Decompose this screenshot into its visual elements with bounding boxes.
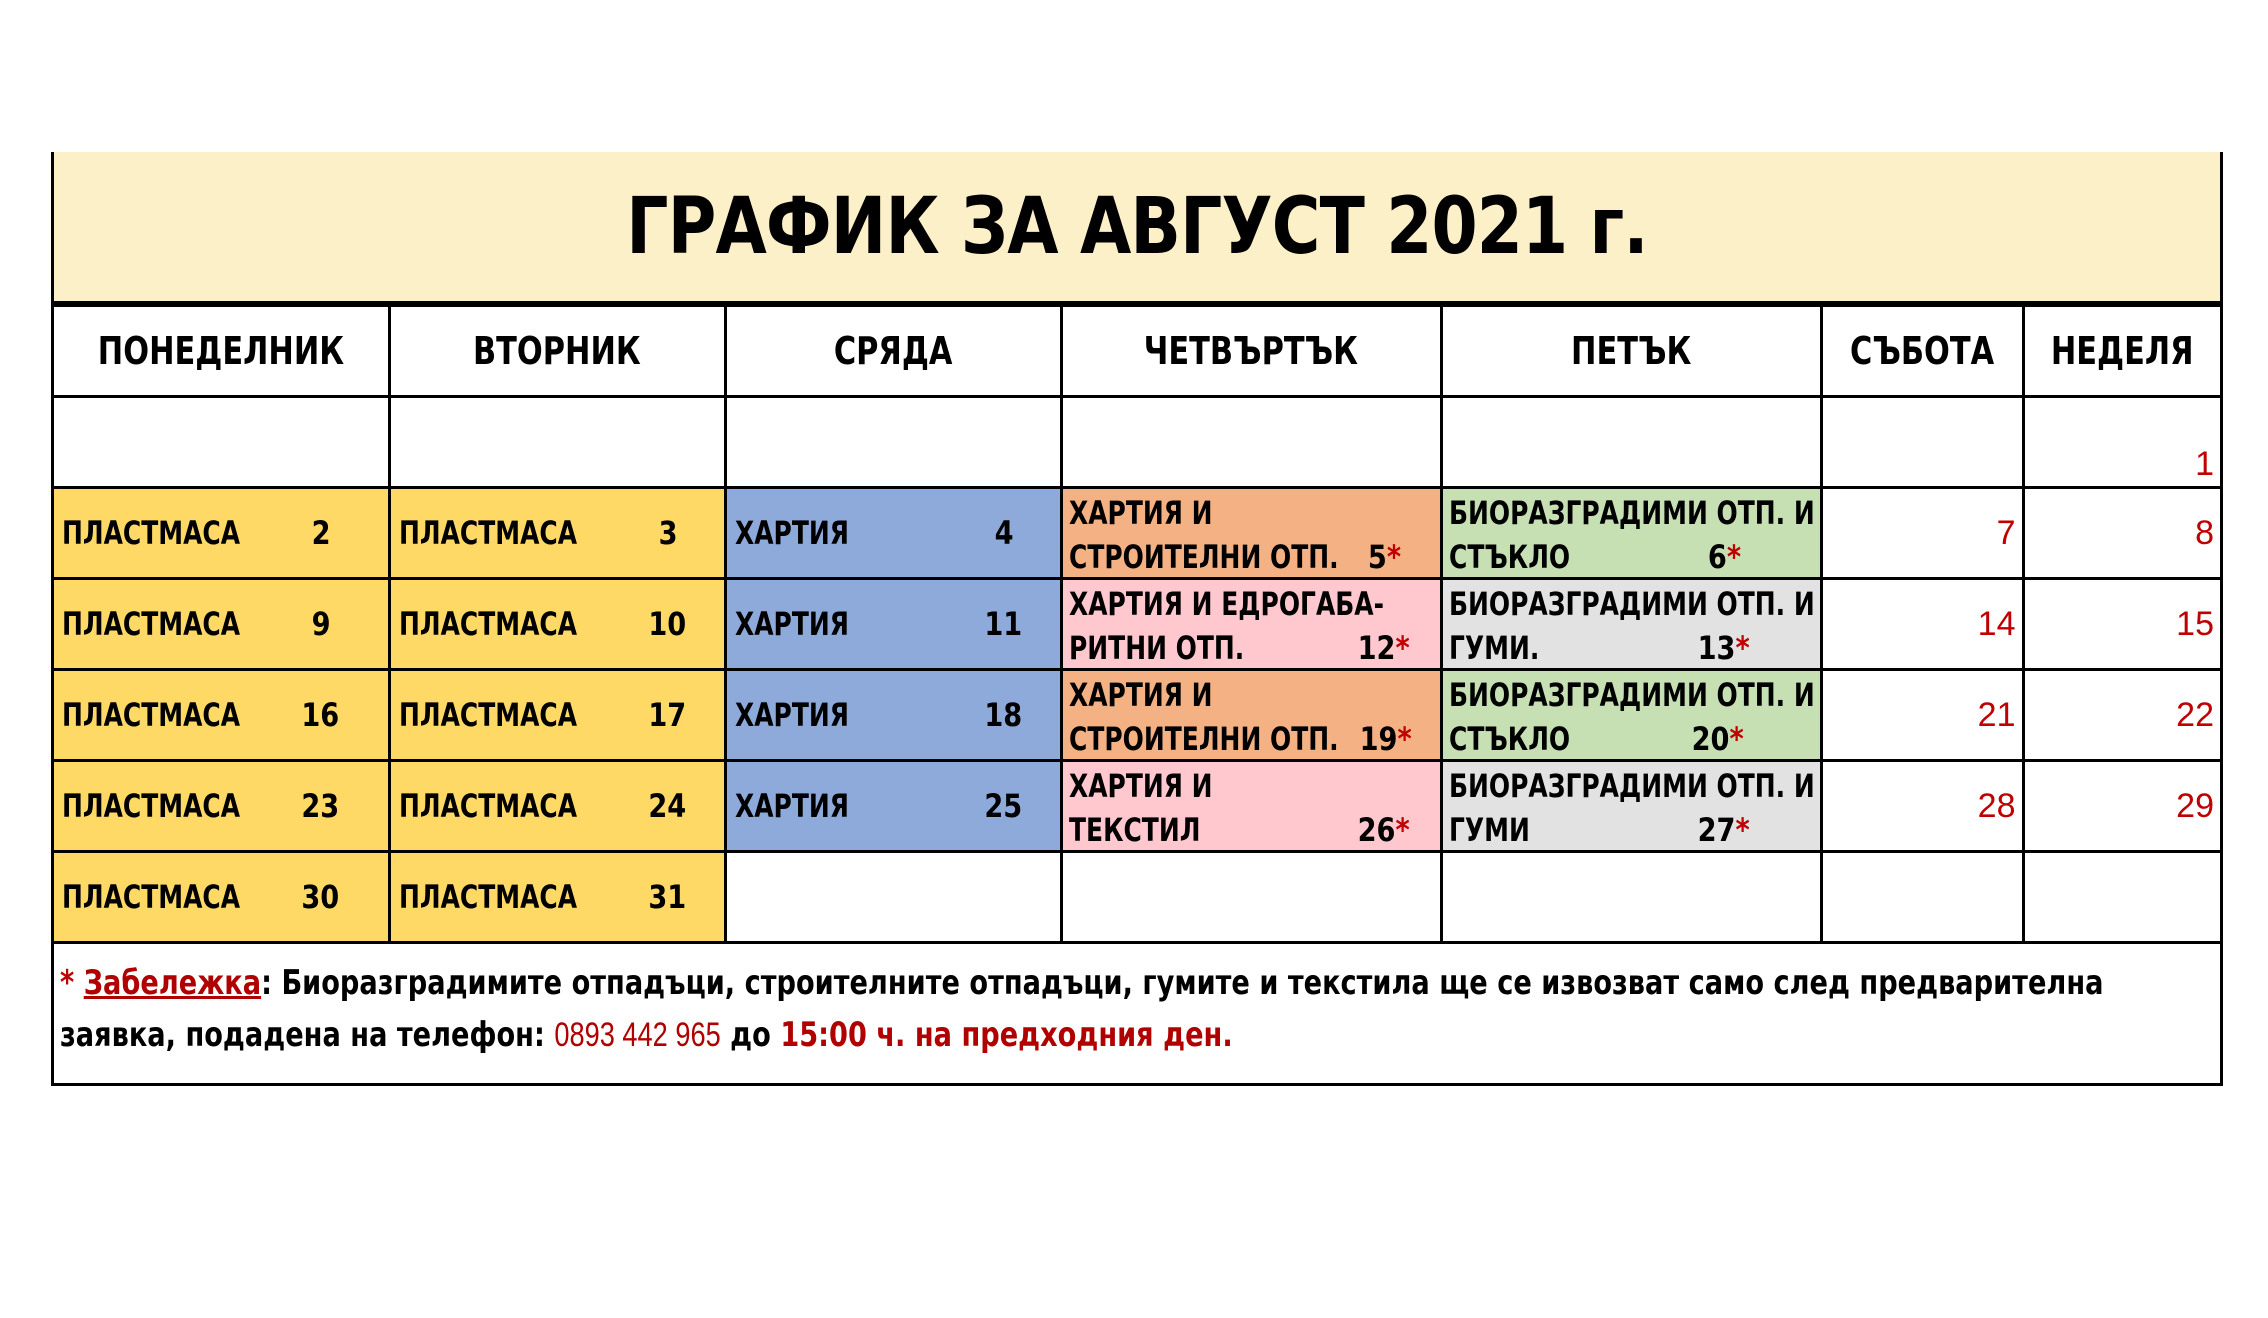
date-number: 13 bbox=[1697, 629, 1735, 667]
date-number: 25 bbox=[983, 787, 1022, 825]
footnote-line1 bbox=[60, 957, 2104, 1009]
day-cell-paper-textile bbox=[1061, 761, 1441, 852]
day-cell-paper-construction bbox=[1061, 488, 1441, 579]
asterisk-mark: * bbox=[1394, 629, 1410, 667]
day-cell-saturday bbox=[1821, 761, 2023, 852]
day-cell-plastic bbox=[389, 579, 725, 670]
date-number: 19 bbox=[1359, 720, 1397, 758]
day-header-monday: ПОНЕДЕЛНИК bbox=[54, 306, 389, 397]
day-header-saturday: СЪБОТА bbox=[1821, 306, 2023, 397]
date-number: 6 bbox=[1707, 538, 1727, 576]
day-header-tuesday: ВТОРНИК bbox=[389, 306, 725, 397]
empty-cell bbox=[1061, 397, 1441, 488]
footnote bbox=[54, 941, 2220, 1083]
day-cell-paper bbox=[725, 670, 1061, 761]
day-cell-plastic bbox=[54, 488, 389, 579]
day-cell-paper-bulky bbox=[1061, 579, 1441, 670]
collection-label: ХАРТИЯ bbox=[734, 696, 849, 734]
date-number: 29 bbox=[2176, 786, 2214, 825]
collection-label: ПЛАСТМАСА bbox=[62, 696, 241, 734]
note-text-1: Биоразградимите отпадъци, строителните отпадъци, гумите и текстила ще се извозват само след предварителна bbox=[281, 963, 2104, 1003]
week-row bbox=[54, 761, 2220, 852]
date-number: 20 bbox=[1691, 720, 1729, 758]
collection-label-line2: СТРОИТЕЛНИ ОТП. bbox=[1068, 538, 1339, 576]
day-cell-sunday bbox=[2023, 488, 2220, 579]
collection-label: ХАРТИЯ bbox=[734, 514, 849, 552]
date-number: 7 bbox=[1996, 513, 2016, 552]
collection-label-line2: СТЪКЛО bbox=[1448, 538, 1570, 576]
day-cell-plastic bbox=[389, 488, 725, 579]
collection-label-line1: ХАРТИЯ И bbox=[1068, 494, 1213, 532]
day-header-row bbox=[54, 306, 2220, 397]
date-number: 23 bbox=[301, 787, 340, 825]
collection-label: ПЛАСТМАСА bbox=[62, 514, 241, 552]
collection-label-line2: ГУМИ. bbox=[1448, 629, 1539, 667]
collection-label-line2: СТЪКЛО bbox=[1448, 720, 1570, 758]
date-number: 26 bbox=[1357, 811, 1395, 849]
empty-cell bbox=[1441, 397, 1821, 488]
collection-label: ХАРТИЯ bbox=[734, 787, 849, 825]
asterisk-mark: * bbox=[1728, 720, 1744, 758]
asterisk-mark: * bbox=[1726, 538, 1741, 576]
date-number: 3 bbox=[658, 514, 678, 552]
collection-label-line1: ХАРТИЯ И bbox=[1068, 676, 1213, 714]
day-cell-bio-tyres bbox=[1441, 579, 1821, 670]
date-number: 4 bbox=[994, 514, 1014, 552]
date-number: 18 bbox=[983, 696, 1022, 734]
date-number: 11 bbox=[983, 605, 1022, 643]
date-number: 5 bbox=[1367, 538, 1387, 576]
day-cell-plastic bbox=[54, 761, 389, 852]
collection-label: ПЛАСТМАСА bbox=[398, 878, 577, 916]
collection-label: ПЛАСТМАСА bbox=[398, 514, 577, 552]
day-cell-sunday bbox=[2023, 579, 2220, 670]
day-cell-sunday bbox=[2023, 670, 2220, 761]
date-number: 12 bbox=[1357, 629, 1395, 667]
empty-cell bbox=[725, 852, 1061, 943]
date-number: 27 bbox=[1697, 811, 1735, 849]
collection-label: ПЛАСТМАСА bbox=[398, 696, 577, 734]
day-cell-plastic bbox=[54, 579, 389, 670]
date-number: 31 bbox=[647, 878, 686, 916]
day-cell-sunday bbox=[2023, 397, 2220, 488]
collection-label-line1: БИОРАЗГРАДИМИ ОТП. И bbox=[1448, 767, 1815, 805]
collection-label: ПЛАСТМАСА bbox=[398, 605, 577, 643]
day-cell-plastic bbox=[389, 852, 725, 943]
empty-cell bbox=[725, 397, 1061, 488]
date-number: 22 bbox=[2176, 695, 2214, 734]
collection-label-line1: БИОРАЗГРАДИМИ ОТП. И bbox=[1448, 494, 1815, 532]
week-row bbox=[54, 488, 2220, 579]
day-cell-sunday bbox=[2023, 761, 2220, 852]
date-number: 15 bbox=[2176, 604, 2214, 643]
date-number: 28 bbox=[1977, 786, 2016, 825]
note-text-2: заявка, подадена на телефон: bbox=[60, 1015, 545, 1055]
empty-cell bbox=[1821, 397, 2023, 488]
note-until: до bbox=[730, 1015, 771, 1055]
day-cell-paper bbox=[725, 488, 1061, 579]
collection-label-line2: ТЕКСТИЛ bbox=[1068, 811, 1200, 849]
title-banner bbox=[54, 152, 2220, 304]
day-cell-paper-construction bbox=[1061, 670, 1441, 761]
day-cell-plastic bbox=[389, 670, 725, 761]
empty-cell bbox=[389, 397, 725, 488]
collection-label: ПЛАСТМАСА bbox=[398, 787, 577, 825]
day-header-thursday: ЧЕТВЪРТЪК bbox=[1061, 306, 1441, 397]
date-number: 8 bbox=[2195, 513, 2214, 552]
day-cell-bio-tyres bbox=[1441, 761, 1821, 852]
collection-label: ПЛАСТМАСА bbox=[62, 605, 241, 643]
note-colon: : bbox=[261, 963, 272, 1003]
day-cell-bio-glass bbox=[1441, 488, 1821, 579]
day-cell-saturday bbox=[1821, 488, 2023, 579]
date-number: 10 bbox=[647, 605, 686, 643]
collection-label-line2: ГУМИ bbox=[1448, 811, 1530, 849]
day-cell-bio-glass bbox=[1441, 670, 1821, 761]
empty-cell bbox=[1821, 852, 2023, 943]
asterisk-mark: * bbox=[1734, 629, 1750, 667]
page-title: ГРАФИК ЗА АВГУСТ 2021 г. bbox=[626, 181, 1648, 272]
day-cell-paper bbox=[725, 761, 1061, 852]
collection-label-line2: РИТНИ ОТП. bbox=[1068, 629, 1244, 667]
day-header-friday: ПЕТЪК bbox=[1441, 306, 1821, 397]
collection-label-line1: ХАРТИЯ И ЕДРОГАБА- bbox=[1068, 585, 1384, 623]
empty-cell bbox=[1441, 852, 1821, 943]
asterisk-mark: * bbox=[1386, 538, 1401, 576]
week-row bbox=[54, 670, 2220, 761]
date-number: 17 bbox=[647, 696, 686, 734]
empty-cell bbox=[54, 397, 389, 488]
day-cell-plastic bbox=[54, 852, 389, 943]
date-number: 9 bbox=[311, 605, 331, 643]
phone-number: 0893 442 965 bbox=[554, 1016, 721, 1054]
asterisk-mark: * bbox=[1394, 811, 1410, 849]
day-cell-saturday bbox=[1821, 579, 2023, 670]
empty-cell bbox=[2023, 852, 2220, 943]
collection-label-line1: ХАРТИЯ И bbox=[1068, 767, 1213, 805]
collection-label: ХАРТИЯ bbox=[734, 605, 849, 643]
date-number: 2 bbox=[311, 514, 331, 552]
date-number: 16 bbox=[301, 696, 340, 734]
collection-label-line2: СТРОИТЕЛНИ ОТП. bbox=[1068, 720, 1339, 758]
collection-label: ПЛАСТМАСА bbox=[62, 878, 241, 916]
schedule-table bbox=[54, 304, 2220, 944]
date-number: 14 bbox=[1977, 604, 2016, 643]
asterisk-mark: * bbox=[60, 963, 75, 1003]
day-header-wednesday: СРЯДА bbox=[725, 306, 1061, 397]
schedule-sheet bbox=[51, 152, 2223, 1086]
note-label: Забележка bbox=[83, 963, 262, 1003]
week-row bbox=[54, 579, 2220, 670]
day-cell-saturday bbox=[1821, 670, 2023, 761]
date-number: 24 bbox=[647, 787, 686, 825]
week-row bbox=[54, 397, 2220, 488]
date-number: 30 bbox=[301, 878, 340, 916]
deadline-text: 15:00 ч. на предходния ден. bbox=[780, 1015, 1233, 1055]
day-cell-plastic bbox=[389, 761, 725, 852]
day-cell-paper bbox=[725, 579, 1061, 670]
day-cell-plastic bbox=[54, 670, 389, 761]
asterisk-mark: * bbox=[1396, 720, 1412, 758]
footnote-line2 bbox=[60, 1009, 1783, 1061]
week-row bbox=[54, 852, 2220, 943]
asterisk-mark: * bbox=[1734, 811, 1750, 849]
collection-label-line1: БИОРАЗГРАДИМИ ОТП. И bbox=[1448, 585, 1815, 623]
day-header-sunday: НЕДЕЛЯ bbox=[2023, 306, 2220, 397]
empty-cell bbox=[1061, 852, 1441, 943]
collection-label-line1: БИОРАЗГРАДИМИ ОТП. И bbox=[1448, 676, 1815, 714]
date-number: 1 bbox=[2195, 445, 2214, 483]
date-number: 21 bbox=[1977, 695, 2016, 734]
collection-label: ПЛАСТМАСА bbox=[62, 787, 241, 825]
